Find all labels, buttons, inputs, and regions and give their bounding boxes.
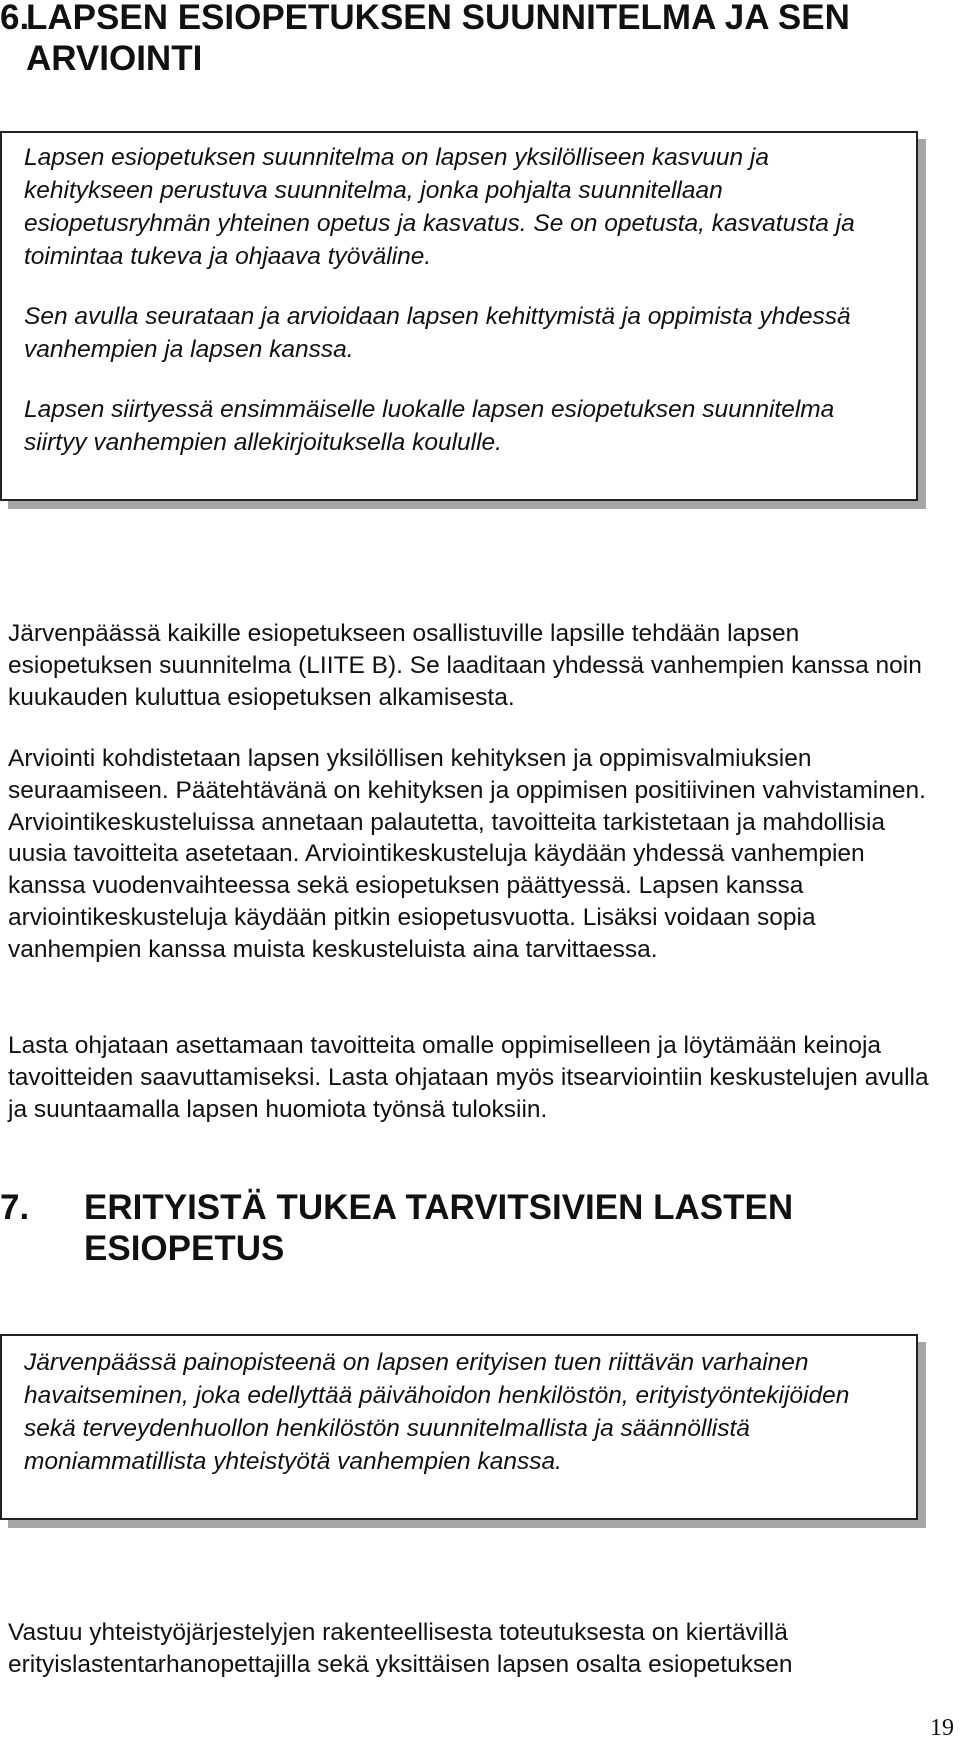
section-6-heading	[0, 0, 850, 79]
section-7-heading	[0, 1187, 793, 1269]
section-6-callout-box	[0, 131, 918, 501]
callout-paragraph: Järvenpäässä painopisteenä on lapsen erityisen tuen riittävän varhainen havaitseminen, joka edellyttää päivähoidon henkilöstön, erityistyöntekijöiden sekä terveydenhuollon henkilöstön suunnitelmallista ja säännöllistä moniammatillista yhteistyötä vanhempien kanssa.	[24, 1349, 850, 1475]
body-paragraph: Arviointi kohdistetaan lapsen yksilöllisen kehityksen ja oppimisvalmiuksien seuraamiseen. Päätehtävänä on kehityksen ja oppimisen positiivinen vahvistaminen. Arviointikeskusteluissa annetaan palautetta, tavoitteita tarkistetaan ja mahdollisia uusia tavoitteita asetetaan. Arviointikeskusteluja käydään yhdessä vanhempien kanssa vuodenvaihteessa sekä esiopetuksen päättyessä. Lapsen kanssa arviointikeskusteluja käydään pitkin esiopetusvuotta. Lisäksi voidaan sopia vanhempien kanssa muista keskusteluista aina tarvittaessa.	[8, 745, 926, 963]
callout-paragraph: Sen avulla seurataan ja arvioidaan lapsen kehittymistä ja oppimista yhdessä vanhempien ja lapsen kanssa.	[24, 303, 851, 363]
section-6-title-line-2: ARVIOINTI	[26, 39, 203, 78]
page-number: 19	[930, 1715, 954, 1741]
section-7-number: 7.	[0, 1188, 30, 1227]
callout-paragraph: Lapsen siirtyessä ensimmäiselle luokalle lapsen esiopetuksen suunnitelma siirtyy vanhempien allekirjoituksella koululle.	[24, 396, 835, 456]
body-paragraph: Lasta ohjataan asettamaan tavoitteita omalle oppimiselleen ja löytämään keinoja tavoitteiden saavuttamiseksi. Lasta ohjataan myös itsearviointiin keskustelujen avulla ja suuntaamalla lapsen huomiota työnsä tuloksiin.	[8, 1032, 929, 1123]
callout-paragraph: Lapsen esiopetuksen suunnitelma on lapsen yksilölliseen kasvuun ja kehitykseen perustuva suunnitelma, jonka pohjalta suunnitellaan esiopetusryhmän yhteinen opetus ja kasvatus. Se on opetusta, kasvatusta ja toimintaa tukeva ja ohjaava työväline.	[24, 144, 855, 270]
section-7-title-line-1: ERITYISTÄ TUKEA TARVITSIVIEN LASTEN	[84, 1188, 794, 1227]
body-paragraph: Vastuu yhteistyöjärjestelyjen rakenteellisesta toteutuksesta on kiertävillä erityislastentarhanopettajilla sekä yksittäisen lapsen osalta esiopetuksen	[8, 1619, 793, 1678]
body-paragraph: Järvenpäässä kaikille esiopetukseen osallistuville lapsille tehdään lapsen esiopetuksen suunnitelma (LIITE B). Se laaditaan yhdessä vanhempien kanssa noin kuukauden kuluttua esiopetuksen alkamisesta.	[8, 620, 922, 711]
section-7-callout-box	[0, 1334, 918, 1520]
section-7-title-line-2: ESIOPETUS	[84, 1229, 285, 1268]
section-6-title-line-1: LAPSEN ESIOPETUKSEN SUUNNITELMA JA SEN	[26, 0, 850, 37]
section-6-number: 6.	[0, 0, 30, 37]
